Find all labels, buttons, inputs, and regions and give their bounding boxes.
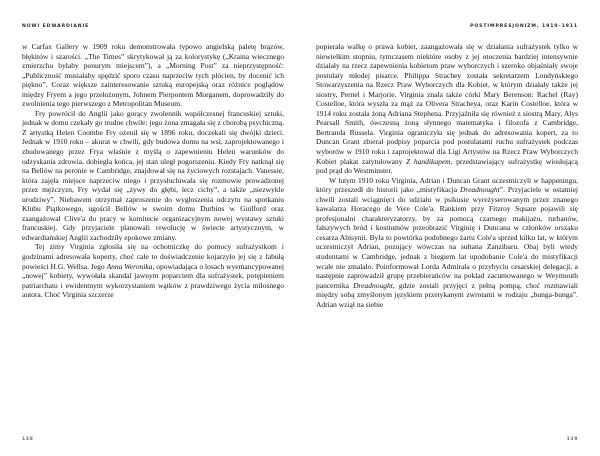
paragraph: W lutym 1910 roku Virginia, Adrian i Duncan Grant uczestniczyli w happeningu, który przeszedł do historii jako „mistyfikacja Dreadnought”. Przyjaciele w ostatniej chwili zostali wciągnięci do udziału w psikusie wyreżyserowanym przez znanego kawalarza Horacego de Vere Cole'a. Rankiem przy Fitzroy Square pojawili się profesjonalni charakteryzatorzy, by za pomocą czarnego makijażu, turbanów, fałszywych bród i kostiumów przeobrazić Virginię i Duncana w członków orszaku cesarza Abisynii. Była to powtórka podobnego żartu Cole'a sprzed kilku lat, w którym uczestniczył Adrian, pozujący wówczas na sułtana Zanzibaru. Obaj byli wtedy studentami w Cambridge, jednak z biegiem lat upodobanie Cole'a do mistyfikacji wcale nie zmalało. Poinformował Lorda Admirała o przybyciu cesarskiej delegacji, a następnie zaprowadził grupę przebierańców na pokład zacumowanego w Weymouth pancernika Dreadnought, gdzie zostali przyjęci z pełną pompą, choć rozmawiali między sobą zmyślonym językiem przetykanym zwrotami w rodzaju „bunga-bunga”. Adrian wziął na siebie — [316, 175, 578, 309]
paragraph: w Carfax Gallery w 1909 roku demonstrowała typowo angielską paletę brązów, błękitów i szarości. „The Times” skrytykował ją za kolorystykę („Kraina wiecznego zmierzchu byłaby ponurym miejscem”), a „Morning Post” za nieprzystępność: „Publiczność musiałaby spędzić sporo czasu naprzeciw tych płócien, by docenić ich piękno”. Coraz większe zainteresowanie sztuką europejską oraz różnice poglądów między Fryem a jego przełożonym, Johnem Pierpontem Morganem, doprowadziły do zwolnienia tego pierwszego z Metropolitan Museum. — [22, 42, 284, 109]
left-page-textblock — [22, 42, 284, 300]
paragraph: Fry powrócił do Anglii jako gorący zwolennik współczesnej francuskiej sztuki, jednak w domu czekały go trudne chwile: jego żona zmagała się z chorobą psychiczną. Z artystką Helen Coombe Fry ożenił się w 1896 roku, doczekali się dwójki dzieci. Jednak w 1910 roku – akurat w chwili, gdy budowa domu na wsi, zaprojektowanego i zbudowanego przez Frya właśnie z myślą o zapewnieniu Helen warunków do odzyskania zdrowia, dobiegła końca, jej stan uległ pogorszeniu. Kiedy Fry natknął się na Bellów na peronie w Cambridge, znajdował się na życiowych rozstajach. Vanessie, która zajęła miejsce naprzeciw niego i przysłuchiwała się rozmowie prowadzonej przez mężczyzn, Fry wydał się „żywy do głębi, lecz cichy”, a także „niezwykle urodziwy”. Niebawem otrzymał zaproszenie do wygłoszenia odczytu na spotkaniu Klubu Piątkowego, ugościł Bellów w swoim domu Durbins w Guilford oraz zaangażował Clive'a do pracy w komitecie organizacyjnym nowej wystawy sztuki francuskiej. Gdy przyjaciele planowali rewolucję w świecie artystycznym, w edwardiańskiej Anglii zachodziły epokowe zmiany. — [22, 108, 284, 242]
left-page-number: 138 — [22, 437, 34, 442]
paragraph: popierała walkę o prawa kobiet, zaangażowała się w działania sufrażystek tylko w niewielkim stopniu, tymczasem niektóre osoby z jej otoczenia bardziej intensywnie działały na rzecz zapewnienia kobietom praw wyborczych i szeroko objaśniały swoje postulaty młodej pisarce. Philippa Strachey została sekretarzem Londyńskiego Stowarzyszenia na Rzecz Praw Wyborczych dla Kobiet, w którym działały także jej siostry, Pernel i Marjorie. Virginia znała także córki Mary Berenson: Rachel (Ray) Costelloe, która wyszła za mąż za Olivera Stracheya, oraz Karin Costelloe, która w 1914 roku została żoną Adriana Stephena. Przyjaźniła się również z siostrą Mary, Alys Pearsall Smith, ówczesną żoną słynnego matematyka i filozofa z Cambridge, Bertranda Russela. Virginia ograniczyła się jednak do adresowania kopert, za to Duncan Grant zbierał podpisy poparcia pod postulatami ruchu sufrażystek podczas wyborów w 1910 roku i zaprojektował dla Ligi Artystów na Rzecz Praw Wyborczych Kobiet plakat zatytułowany Z handikapem, przedstawiający sufrażystkę wiosłującą pod prąd do Westminster. — [316, 42, 578, 176]
right-running-head: POSTIMPRESJONIZM, 1910–1911 — [470, 24, 578, 29]
left-running-head: NOWI EDWARDIANIE — [22, 24, 90, 29]
paragraph: Tej zimy Virginia zgłosiła się na ochotniczkę do pomocy sufrażystkom i godzinami adresowała koperty, choć całe to doświadczenie kojarzyło jej się z fabułą powieści H.G. Wellsa. Jego Anna Weronika, opowiadająca o losach wyemancypowanej „nowej” kobiety, wywołała skandal jawnym poparciem dla sufrażystek, potępieniem patriarchatu i ewidentnym wykorzystaniem wątków z prawdziwego życia miłosnego autora. Choć Virginia szczerze — [22, 242, 284, 300]
right-page-textblock — [316, 42, 578, 309]
right-page-number: 139 — [566, 437, 578, 442]
right-page — [300, 0, 600, 456]
